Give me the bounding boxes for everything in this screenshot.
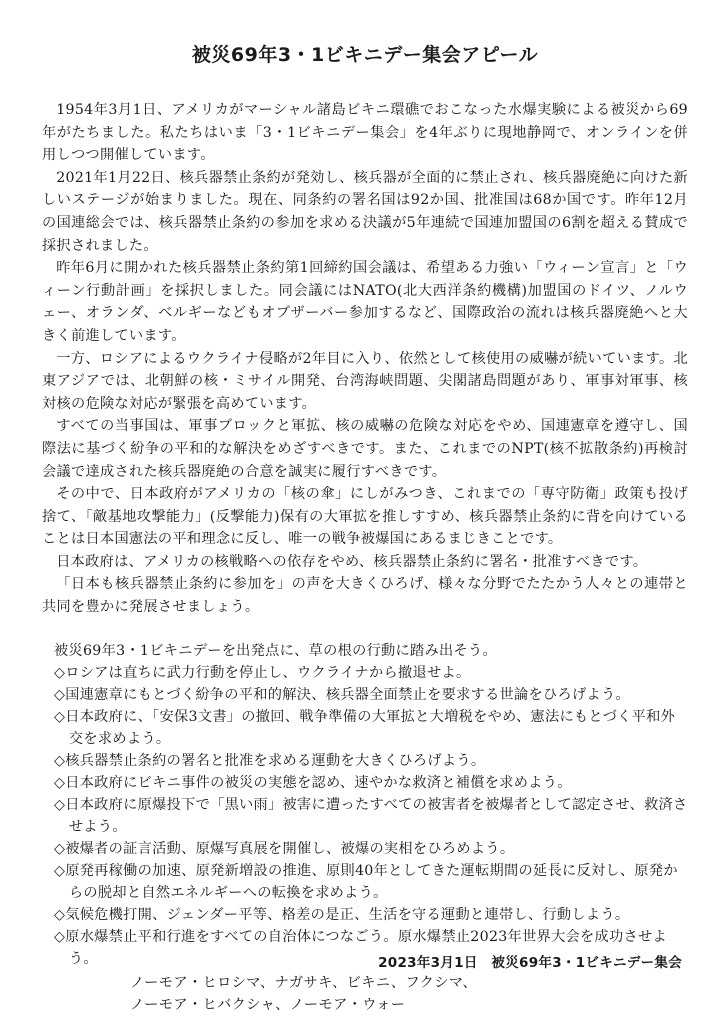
appeal-item: ◇国連憲章にもとづく紛争の平和的解決、核兵器全面禁止を要求する世論をひろげよう。 <box>54 686 630 703</box>
paragraph: その中で、日本政府がアメリカの「核の傘」にしがみつき、これまでの「専守防衛」政策も投げ捨て、「敵基地攻撃能力」(反撃能力)保有の大軍拡を推しすすめ、核兵器禁止条約に背を向けていることは日本国憲法の平和理念に反し、唯一の戦争被爆国にあるまじきことです。 <box>42 486 688 548</box>
document-title: 被災69年3・1ビキニデー集会アピール <box>191 44 539 66</box>
appeal-item: ◇日本政府に原爆投下で「黒い雨」被害に遭ったすべての被害者を被爆者として認定させ、救済させよう。 <box>54 796 688 835</box>
appeal-item: ◇原発再稼働の加速、原発新増設の推進、原則40年としてきた運転期間の延長に反対し、原発からの脱却と自然エネルギーへの転換を求めよう。 <box>54 862 678 901</box>
paragraph: 日本政府は、アメリカの核戦略への依存をやめ、核兵器禁止条約に署名・批准すべきです。 <box>56 553 648 570</box>
appeal-item: ◇日本政府にビキニ事件の被災の実態を認め、速やかな救済と補償を求めよう。 <box>54 774 572 791</box>
paragraph: 「日本も核兵器禁止条約に参加を」の声を大きくひろげ、様々な分野でたたかう人々との連帯と共同を豊かに発展させましょう。 <box>42 576 688 616</box>
paragraph: すべての当事国は、軍事ブロックと軍拡、核の威嚇の危険な対応をやめ、国連憲章を遵守し、国際法に基づく紛争の平和的な解決をめざすべきです。また、これまでのNPT(核不拡散条約)再検討会議で達成された核兵器廃絶の合意を誠実に履行すべきです。 <box>42 418 688 480</box>
appeal-item: ◇核兵器禁止条約の署名と批准を求める運動を大きくひろげよう。 <box>54 752 486 769</box>
paragraph: 一方、ロシアによるウクライナ侵略が2年目に入り、依然として核使用の威嚇が続いています。北東アジアでは、北朝鮮の核・ミサイル開発、台湾海峡問題、尖閣諸島問題があり、軍事対軍事、核対核の危険な対応が緊張を高めています。 <box>42 350 688 412</box>
paragraph: 昨年6月に開かれた核兵器禁止条約第1回締約国会議は、希望ある力強い「ウィーン宣言」と「ウィーン行動計画」を採択しました。同会議にはNATO(北大西洋条約機構)加盟国のドイツ、ノルウェー、オランダ、ベルギーなどもオブザーバー参加するなど、国際政治の流れは核兵器廃絶へと大きく前進しています。 <box>42 260 688 344</box>
appeal-item: ◇被爆者の証言活動、原爆写真展を開催し、被爆の実相をひろめよう。 <box>54 840 515 857</box>
slogans <box>42 972 688 1016</box>
paragraph: 2021年1月22日、核兵器禁止条約が発効し、核兵器が全面的に禁止され、核兵器廃絶に向けた新しいステージが始まりました。現在、同条約の署名国は92か国、批准国は68か国です。昨年12月の国連総会では、核兵器禁止条約の参加を求める決議が5年連続で国連加盟国の6割を超える賛成で採択されました。 <box>42 169 688 254</box>
signature-line: 2023年3月1日 被災69年3・1ビキニデー集会 <box>378 955 682 971</box>
appeal-item: ◇原水爆禁止平和行進をすべての自治体につなごう。原水爆禁止2023年世界大会を成功させよう。 <box>54 928 667 967</box>
slogan-line: ノーモア・ヒバクシャ、ノーモア・ウォー <box>130 996 406 1013</box>
slogan-line: ノーモア・ヒロシマ、ナガサキ、ビキニ、フクシマ、 <box>130 974 478 991</box>
appeal-item: ◇気候危機打開、ジェンダー平等、格差の是正、生活を守る運動と連帯し、行動しよう。 <box>54 906 630 923</box>
appeal-item: ◇ロシアは直ちに武力行動を停止し、ウクライナから撤退せよ。 <box>54 664 471 681</box>
paragraph: 1954年3月1日、アメリカがマーシャル諸島ビキニ環礁でおこなった水爆実験による被災から69年がたちました。私たちはいま「3・1ビキニデー集会」を4年ぶりに現地静岡で、オンラインを併用しつつ開催しています。 <box>42 102 688 164</box>
body-text <box>42 99 688 619</box>
appeal-item: ◇日本政府に、「安保3文書」の撤回、戦争準備の大軍拡と大増税をやめ、憲法にもとづく平和外交を求めよう。 <box>54 708 676 747</box>
appeal-lead: 被災69年3・1ビキニデーを出発点に、草の根の行動に踏み出そう。 <box>54 642 497 659</box>
appeal-list <box>42 662 688 970</box>
